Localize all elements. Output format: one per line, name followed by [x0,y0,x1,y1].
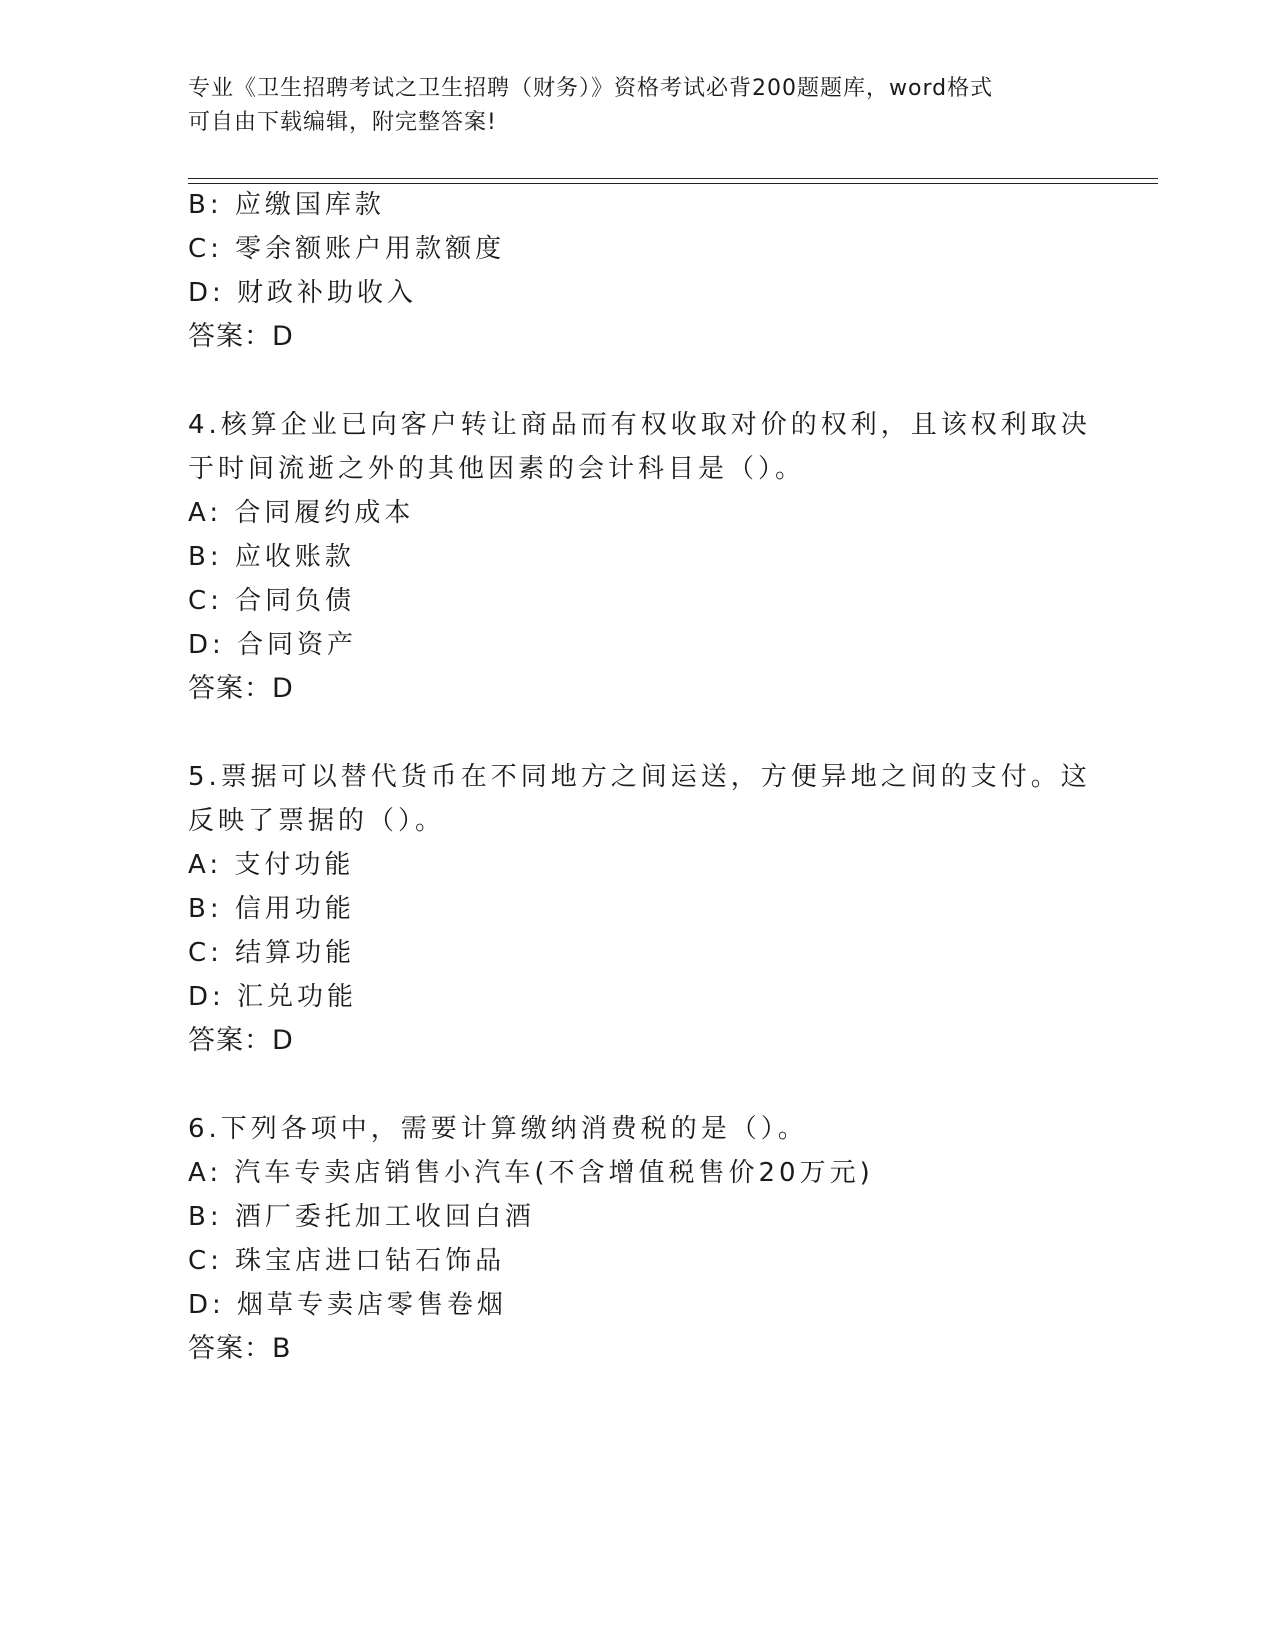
option-b: B: 应缴国库款 [188,190,385,220]
question-stem-line: 4.核算企业已向客户转让商品而有权收取对价的权利，且该权利取决 [188,410,1091,440]
option-c: C: 合同负债 [188,586,356,616]
header-divider-top [188,178,1158,179]
document-header [188,72,1068,140]
answer: 答案：D [188,321,294,352]
option-d: D: 财政补助收入 [188,278,418,308]
option-a: A: 汽车专卖店销售小汽车(不含增值税售价20万元) [188,1158,874,1188]
option-a: A: 支付功能 [188,850,355,880]
question-stem-line: 反映了票据的（）。 [188,806,446,836]
answer: 答案：D [188,1025,294,1056]
option-b: B: 酒厂委托加工收回白酒 [188,1202,535,1232]
header-line-1: 专业《卫生招聘考试之卫生招聘（财务）》资格考试必背200题题库，word格式 [188,76,994,101]
option-c: C: 零余额账户用款额度 [188,234,506,264]
question-stem-line: 于时间流逝之外的其他因素的会计科目是（）。 [188,454,806,484]
answer: 答案：D [188,673,294,704]
option-d: D: 合同资产 [188,630,358,660]
question-stem-line: 5.票据可以替代货币在不同地方之间运送，方便异地之间的支付。这 [188,762,1091,792]
header-divider-bottom [188,183,1158,184]
option-d: D: 烟草专卖店零售卷烟 [188,1290,508,1320]
option-b: B: 应收账款 [188,542,355,572]
option-a: A: 合同履约成本 [188,498,415,528]
option-c: C: 结算功能 [188,938,356,968]
question-stem-line: 6.下列各项中，需要计算缴纳消费税的是（）。 [188,1114,808,1144]
option-b: B: 信用功能 [188,894,355,924]
header-line-2: 可自由下载编辑，附完整答案! [188,110,497,135]
answer: 答案：B [188,1333,292,1364]
option-d: D: 汇兑功能 [188,982,358,1012]
option-c: C: 珠宝店进口钻石饰品 [188,1246,506,1276]
